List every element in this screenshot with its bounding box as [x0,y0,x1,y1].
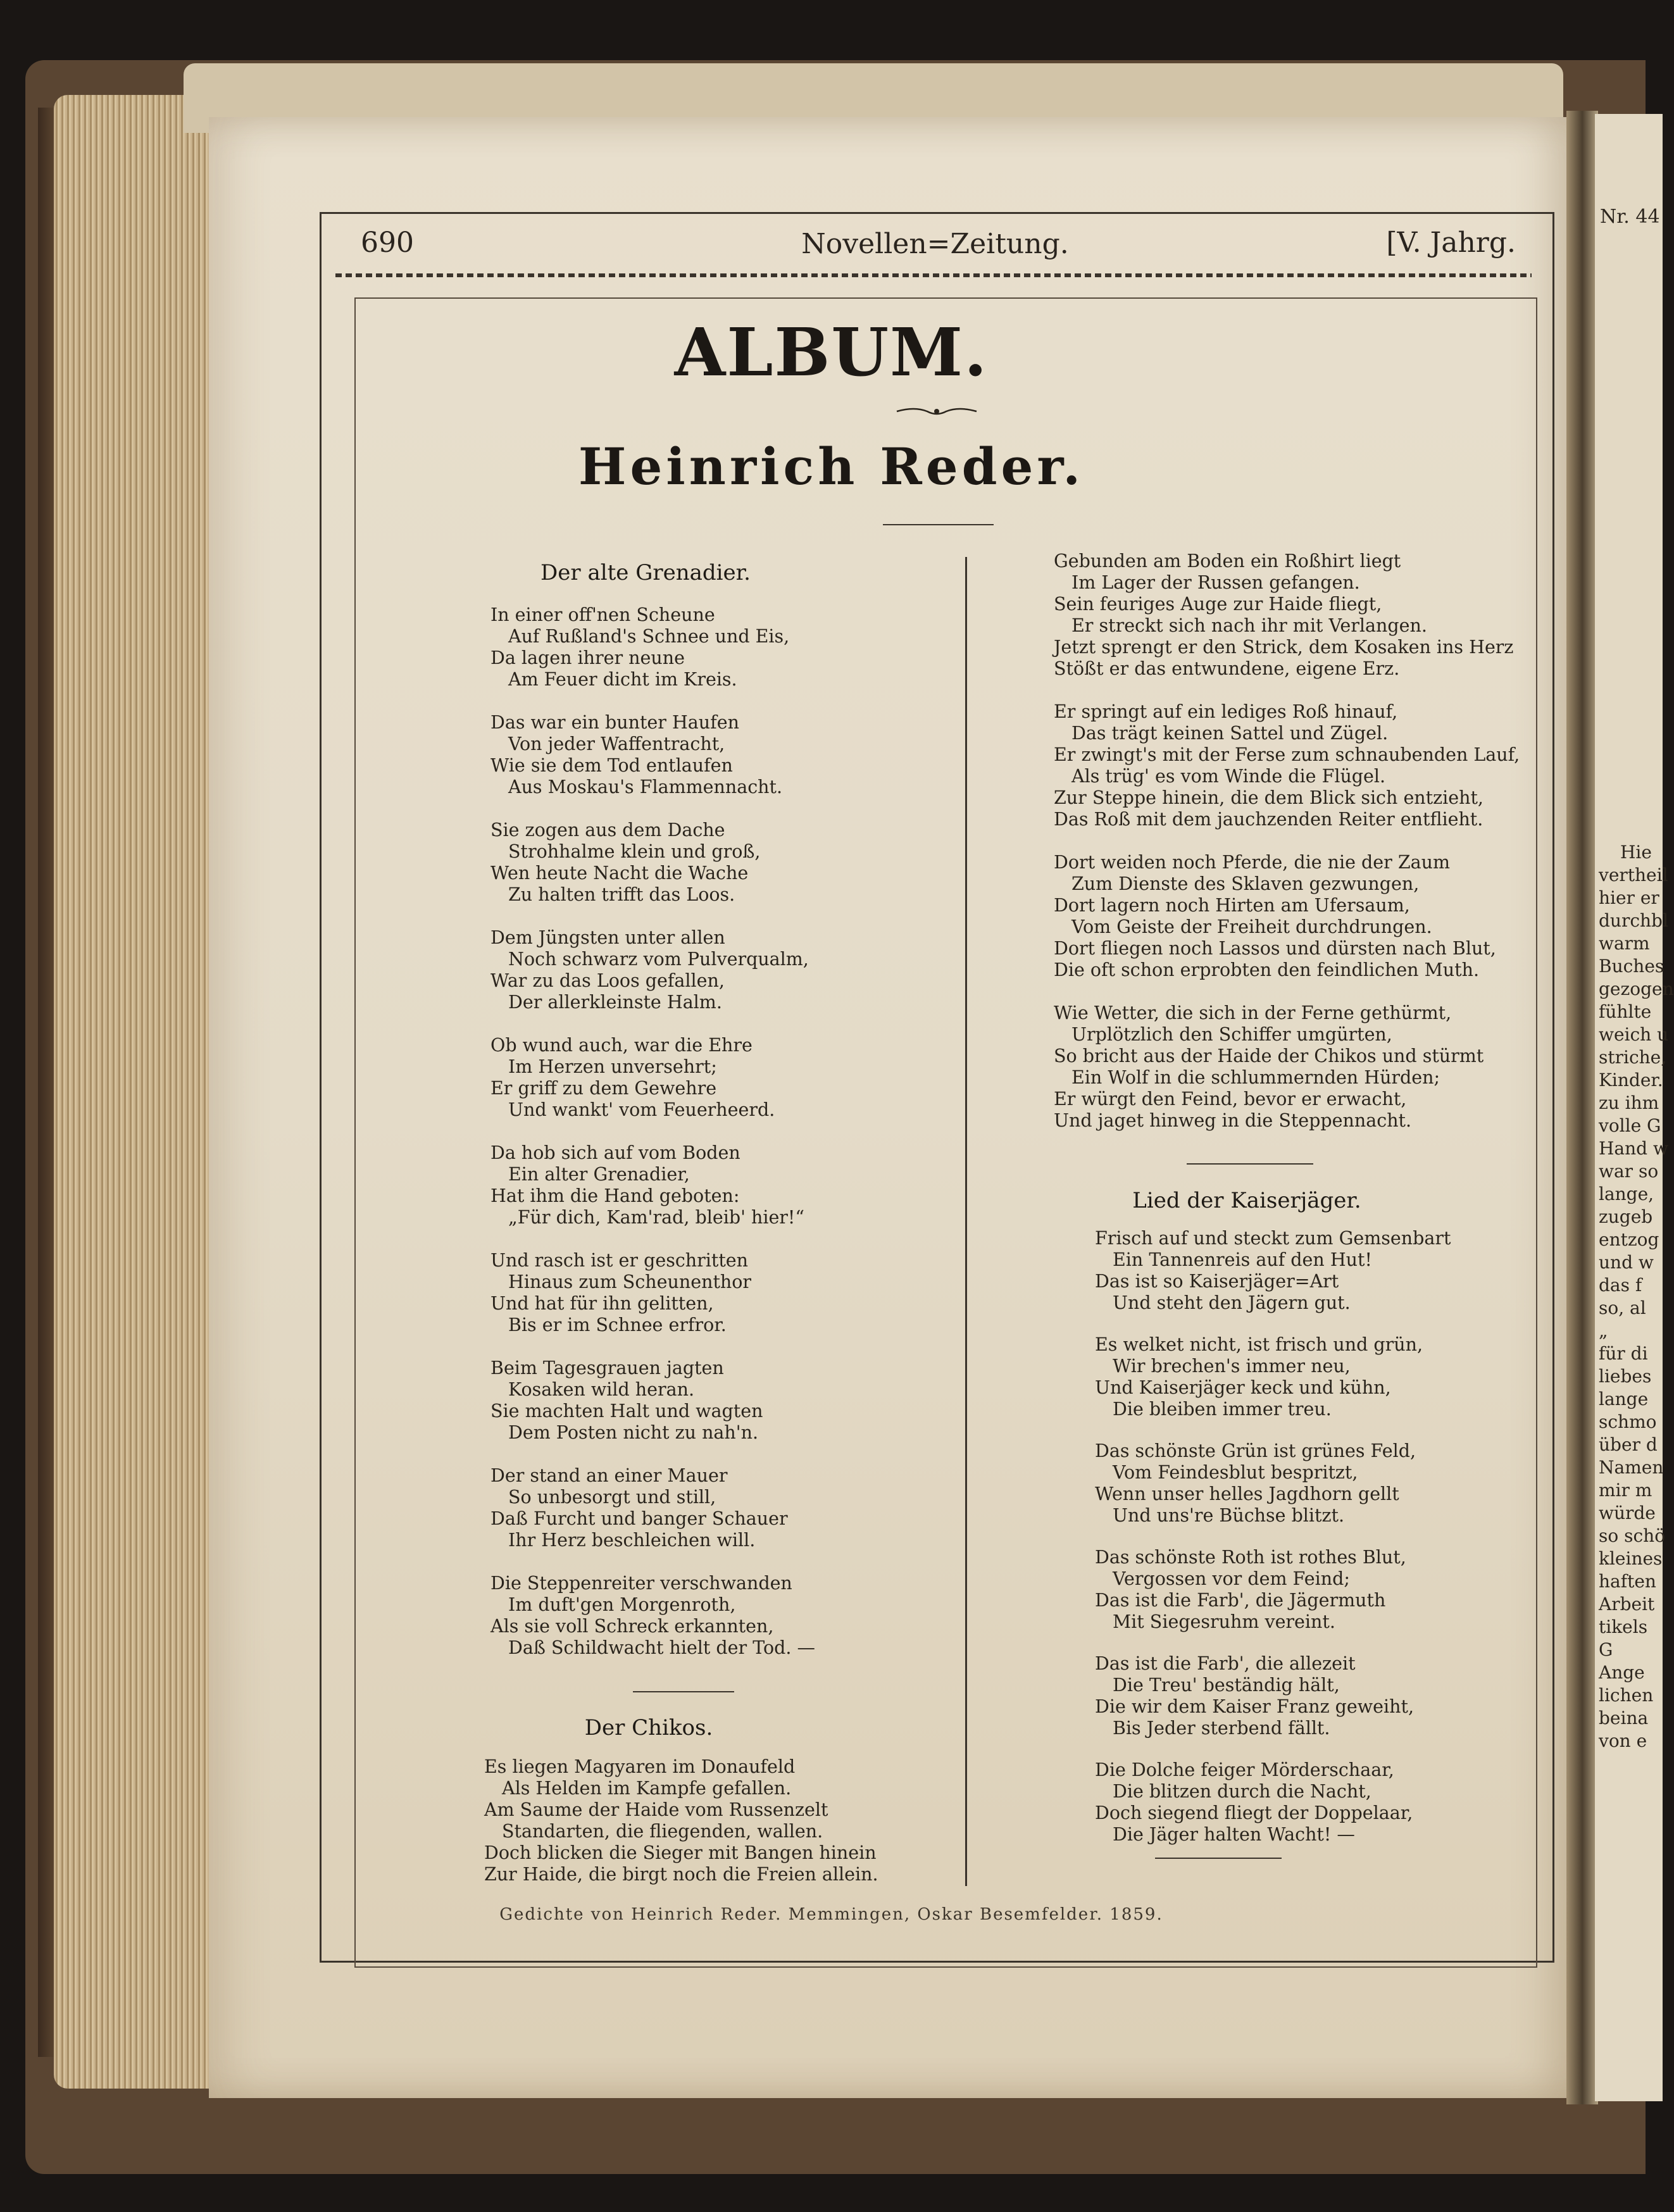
facing-page-line: schmo [1599,1411,1657,1432]
verse-line: Das schönste Roth ist rothes Blut, [1095,1547,1406,1568]
verse-line: Beim Tagesgrauen jagten [490,1358,724,1378]
verse-line: Zum Dienste des Sklaven gezwungen, [1071,873,1420,894]
facing-page-line: war so [1599,1161,1659,1182]
verse-line: Es liegen Magyaren im Donaufeld [484,1756,796,1777]
verse-line: Hat ihm die Hand geboten: [490,1185,740,1206]
facing-page-line: fühlte [1599,1001,1652,1022]
verse-line: Hinaus zum Scheunenthor [508,1272,752,1292]
verse-line: Frisch auf und steckt zum Gemsenbart [1095,1228,1451,1249]
facing-page-line: über d [1599,1434,1658,1455]
verse-line: So bricht aus der Haide der Chikos und stürmt [1054,1046,1484,1066]
facing-page-line: gezogen [1599,978,1674,999]
facing-page-line: Ange [1599,1662,1645,1683]
verse-line: Die bleiben immer treu. [1113,1399,1332,1420]
verse-line: Er zwingt's mit der Ferse zum schnaubenden Lauf, [1054,744,1520,765]
page-edges [54,95,231,2089]
verse-line: Ob wund auch, war die Ehre [490,1035,753,1056]
verse-line: Es welket nicht, ist frisch und grün, [1095,1334,1423,1355]
verse-line: Auf Rußland's Schnee und Eis, [508,626,790,647]
facing-page-line: Arbeit [1599,1594,1655,1615]
verse-line: In einer off'nen Scheune [490,604,715,625]
verse-line: Vom Feindesblut bespritzt, [1113,1462,1358,1483]
verse-line: Sein feuriges Auge zur Haide fliegt, [1054,594,1382,615]
facing-page-line: Hie [1620,842,1652,863]
stanza [490,820,760,906]
verse-line: Ein Wolf in die schlummernden Hürden; [1071,1067,1440,1088]
verse-line: Und jaget hinweg in die Steppennacht. [1054,1110,1412,1131]
verse-line: Dem Posten nicht zu nah'n. [508,1422,759,1443]
verse-line: Doch siegend fliegt der Doppelaar, [1095,1803,1413,1823]
verse-line: Da lagen ihrer neune [490,647,685,668]
facing-page-line: mir m [1599,1480,1652,1501]
poem-title-kaiserjaeger: Lied der Kaiserjäger. [1132,1188,1361,1213]
verse-line: Bis er im Schnee erfror. [508,1315,727,1335]
poem-separator [633,1691,734,1692]
verse-line: Dort fliegen noch Lassos und dürsten nach Blut, [1054,938,1496,959]
author-name: Heinrich Reder. [578,437,1085,496]
verse-line: Jetzt sprengt er den Strick, dem Kosaken ins Herz [1054,637,1514,658]
stanza [1095,1228,1451,1314]
poem-separator [1155,1858,1282,1859]
stanza [1095,1759,1413,1846]
verse-line: Die Steppenreiter verschwanden [490,1573,792,1594]
verse-line: Daß Schildwacht hielt der Tod. — [508,1637,816,1658]
facing-page-line: tikels [1599,1616,1648,1637]
verse-line: Zu halten trifft das Loos. [508,884,735,905]
running-title: Novellen=Zeitung. [801,228,1069,260]
verse-line: Er würgt den Feind, bevor er erwacht, [1054,1089,1407,1109]
verse-line: Als Helden im Kampfe gefallen. [502,1778,792,1799]
facing-page-line: lichen [1599,1685,1654,1706]
verse-line: Und wankt' vom Feuerheerd. [508,1099,775,1120]
verse-line: Das ist die Farb', die Jägermuth [1095,1590,1386,1611]
verse-line: Und uns're Büchse blitzt. [1113,1505,1345,1526]
verse-line: Das Roß mit dem jauchzenden Reiter entflieht. [1054,809,1483,830]
verse-line: Zur Steppe hinein, die dem Blick sich entzieht, [1054,787,1483,808]
verse-line: Bis Jeder sterbend fällt. [1113,1718,1330,1739]
facing-page-line: würde [1599,1503,1656,1523]
verse-line: Dort weiden noch Pferde, die nie der Zaum [1054,852,1451,873]
ornament-divider-icon [896,405,978,418]
page-title: ALBUM. [674,313,989,391]
facing-page-line: für di [1599,1343,1648,1364]
verse-line: Er griff zu dem Gewehre [490,1078,717,1099]
verse-line: Strohhalme klein und groß, [508,841,761,862]
verse-line: Die wir dem Kaiser Franz geweiht, [1095,1696,1415,1717]
facing-page-line: weich u [1599,1024,1669,1045]
facing-page-line: kleines [1599,1548,1663,1569]
facing-page-line: Namen [1599,1457,1664,1478]
facing-page-line: entzog [1599,1229,1659,1250]
verse-line: Zur Haide, die birgt noch die Freien allein. [484,1864,878,1885]
book-gutter [1566,111,1598,2104]
verse-line: Er springt auf ein lediges Roß hinauf, [1054,701,1398,722]
facing-page-line: durchbl [1599,910,1668,931]
page-header [354,222,1516,266]
verse-line: Der allerkleinste Halm. [508,992,722,1013]
verse-line: Doch blicken die Sieger mit Bangen hinein [484,1842,877,1863]
facing-page-line: haften [1599,1571,1656,1592]
title-rule [883,524,994,525]
facing-page-line: Hand w [1599,1138,1668,1159]
verse-line: Stößt er das entwundene, eigene Erz. [1054,658,1400,679]
facing-page-line: vertheil [1599,865,1668,885]
verse-line: Die oft schon erprobten den feindlichen Muth. [1054,959,1480,980]
stanza [1054,551,1513,680]
facing-page-line: hier er [1599,887,1659,908]
stanza [490,712,782,798]
facing-page [1595,114,1674,2101]
poem-title-grenadier: Der alte Grenadier. [540,560,751,585]
verse-line: Die blitzen durch die Nacht, [1113,1781,1371,1802]
stanza [1095,1653,1414,1739]
verse-line: Die Treu' beständig hält, [1113,1675,1340,1696]
verse-line: Am Feuer dicht im Kreis. [508,669,737,690]
verse-line: Der stand an einer Mauer [490,1465,728,1486]
verse-line: Wie Wetter, die sich in der Ferne gethürmt, [1054,1003,1452,1023]
facing-page-line: liebes [1599,1366,1652,1387]
stanza [490,1465,788,1551]
verse-line: Von jeder Waffentracht, [508,734,725,754]
facing-page-line: das f [1599,1275,1642,1296]
verse-line: Dort lagern noch Hirten am Ufersaum, [1054,895,1410,916]
verse-line: Vom Geiste der Freiheit durchdrungen. [1071,916,1432,937]
verse-line: Die Dolche feiger Mörderschaar, [1095,1759,1394,1780]
facing-page-line: „ [1599,1320,1608,1341]
stanza [1054,701,1520,830]
verse-line: Wen heute Nacht die Wache [490,863,749,884]
verse-line: Ein alter Grenadier, [508,1164,690,1185]
poem-title-chikos: Der Chikos. [584,1715,713,1740]
verse-line: Vergossen vor dem Feind; [1113,1568,1350,1589]
stanza [490,1035,775,1121]
facing-page-line: striche, [1599,1047,1667,1068]
stanza [490,1142,804,1228]
stanza [1095,1547,1406,1633]
stanza [1095,1440,1416,1527]
verse-line: So unbesorgt und still, [508,1487,716,1508]
header-rule [335,273,1532,277]
verse-line: Dem Jüngsten unter allen [490,927,725,948]
verse-line: Das trägt keinen Sattel und Zügel. [1071,723,1389,744]
verse-line: Als sie voll Schreck erkannten, [490,1616,774,1637]
verse-line: Urplötzlich den Schiffer umgürten, [1071,1024,1392,1045]
stanza [490,604,789,690]
facing-page-line: so schö [1599,1525,1666,1546]
facing-page-line: beina [1599,1708,1649,1728]
verse-line: Standarten, die fliegenden, wallen. [502,1821,823,1842]
verse-line: Als trüg' es vom Winde die Flügel. [1071,766,1386,787]
verse-line: Kosaken wild heran. [508,1379,695,1400]
facing-page-line: zugeb [1599,1206,1653,1227]
facing-page-line: Kinder. [1599,1070,1663,1090]
page-footer: Gedichte von Heinrich Reder. Memmingen, Oskar Besemfelder. 1859. [499,1905,1163,1924]
verse-line: Und steht den Jägern gut. [1113,1292,1351,1313]
poem-separator [1187,1163,1313,1165]
facing-page-header: Nr. 44 [1600,206,1660,228]
verse-line: Das schönste Grün ist grünes Feld, [1095,1440,1416,1461]
verse-line: Und rasch ist er geschritten [490,1250,749,1271]
facing-page-line: zu ihm [1599,1092,1659,1113]
verse-line: Wie sie dem Tod entlaufen [490,755,733,776]
verse-line: Ein Tannenreis auf den Hut! [1113,1249,1372,1270]
verse-line: War zu das Loos gefallen, [490,970,725,991]
page-number: 690 [361,227,414,259]
verse-line: Sie machten Halt und wagten [490,1401,763,1422]
facing-page-line: volle G [1599,1115,1661,1136]
volume-label: [V. Jahrg. [1386,227,1516,259]
facing-page-line: und w [1599,1252,1654,1273]
verse-line: Mit Siegesruhm vereint. [1113,1611,1335,1632]
verse-line: Sie zogen aus dem Dache [490,820,725,840]
stanza [1054,1003,1483,1132]
verse-line: Im duft'gen Morgenroth, [508,1594,736,1615]
verse-line: Das ist die Farb', die allezeit [1095,1653,1356,1674]
verse-line: Wir brechen's immer neu, [1113,1356,1351,1377]
stanza [1054,852,1496,981]
verse-line: Das ist so Kaiserjäger=Art [1095,1271,1339,1292]
verse-line: Ihr Herz beschleichen will. [508,1530,756,1551]
verse-line: Daß Furcht und banger Schauer [490,1508,788,1529]
verse-line: Am Saume der Haide vom Russenzelt [484,1799,828,1820]
verse-line: Gebunden am Boden ein Roßhirt liegt [1054,551,1401,572]
stanza [1095,1334,1423,1420]
verse-line: Im Lager der Russen gefangen. [1071,572,1360,593]
facing-page-line: lange, [1599,1184,1654,1204]
verse-line: Das war ein bunter Haufen [490,712,739,733]
facing-page-line: so, al [1599,1297,1646,1318]
verse-line: Er streckt sich nach ihr mit Verlangen. [1071,615,1427,636]
stanza [484,1756,878,1885]
facing-page-line: warm [1599,933,1650,954]
verse-line: Und hat für ihn gelitten, [490,1293,714,1314]
verse-line: Aus Moskau's Flammennacht. [508,777,783,797]
verse-line: Noch schwarz vom Pulverqualm, [508,949,809,970]
verse-line: Im Herzen unversehrt; [508,1056,717,1077]
verse-line: Da hob sich auf vom Boden [490,1142,740,1163]
verse-line: „Für dich, Kam'rad, bleib' hier!“ [508,1207,804,1228]
facing-page-line: Buches [1599,956,1665,977]
stanza [490,1573,815,1659]
verse-line: Und Kaiserjäger keck und kühn, [1095,1377,1391,1398]
verse-line: Die Jäger halten Wacht! — [1113,1824,1355,1845]
stanza [490,927,809,1013]
stanza [490,1358,763,1444]
facing-page-line: lange [1599,1389,1649,1409]
column-divider [965,557,967,1886]
facing-page-line: von e [1599,1730,1647,1751]
verse-line: Wenn unser helles Jagdhorn gellt [1095,1484,1399,1504]
stanza [490,1250,751,1336]
facing-page-line: G [1599,1639,1613,1660]
